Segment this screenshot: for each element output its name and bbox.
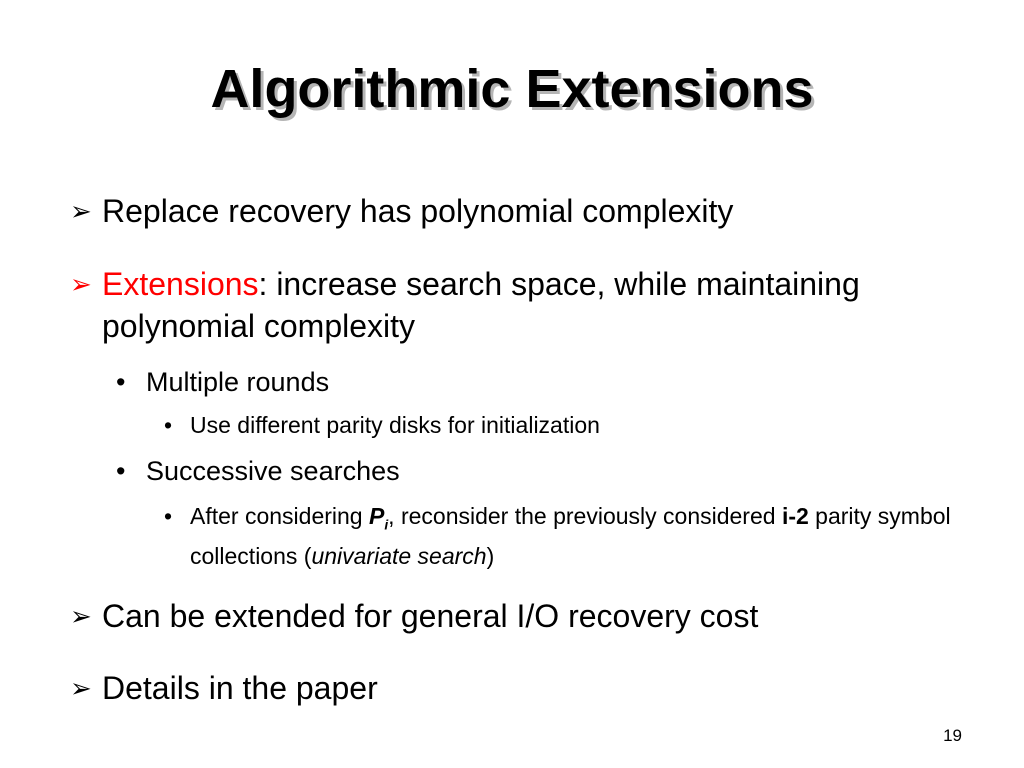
arrow-bullet-icon: ➢	[70, 673, 92, 703]
arrow-bullet-icon: ➢	[70, 269, 92, 299]
bullet-text: Can be extended for general I/O recovery cost	[102, 598, 759, 634]
sub-sub-bullet-after-considering	[164, 501, 1000, 571]
text-post2: )	[486, 542, 495, 569]
bullet-text: Replace recovery has polynomial complexity	[102, 193, 734, 229]
bullet-text: Successive searches	[146, 456, 400, 486]
dot-bullet-icon: •	[164, 412, 173, 438]
bullet-details	[70, 667, 982, 709]
bullet-extensions	[70, 263, 982, 347]
arrow-bullet-icon: ➢	[70, 601, 92, 631]
sub-sub-bullet-parity-disks	[164, 410, 1000, 440]
text-mid: , reconsider the previously considered	[388, 503, 782, 529]
text-pre: After considering	[190, 503, 369, 529]
bullet-text: Use different parity disks for initialization	[190, 412, 600, 438]
page-number: 19	[943, 726, 962, 745]
arrow-bullet-icon: ➢	[70, 196, 92, 226]
symbol-sub-i: i	[384, 517, 389, 533]
bullet-replace-recovery	[70, 190, 982, 232]
dot-bullet-icon: •	[116, 367, 126, 397]
bullet-text: : increase search space, while maintaining polynomial complexity	[102, 266, 860, 344]
text-bold: i-2	[781, 503, 809, 529]
dot-bullet-icon: •	[116, 456, 126, 486]
dot-bullet-icon: •	[164, 503, 173, 529]
bullet-text: Details in the paper	[102, 670, 378, 706]
text-post1: parity symbol collections (	[190, 503, 951, 569]
sub-bullet-successive-searches	[116, 455, 400, 487]
sub-bullet-multiple-rounds	[116, 366, 329, 398]
slide-title: Algorithmic Extensions	[210, 59, 814, 119]
symbol-p: P	[368, 503, 385, 529]
bullet-general-io	[70, 595, 982, 637]
bullet-text: Multiple rounds	[146, 367, 330, 397]
highlight-text: Extensions	[102, 266, 259, 302]
text-italic: univariate search	[311, 542, 487, 569]
